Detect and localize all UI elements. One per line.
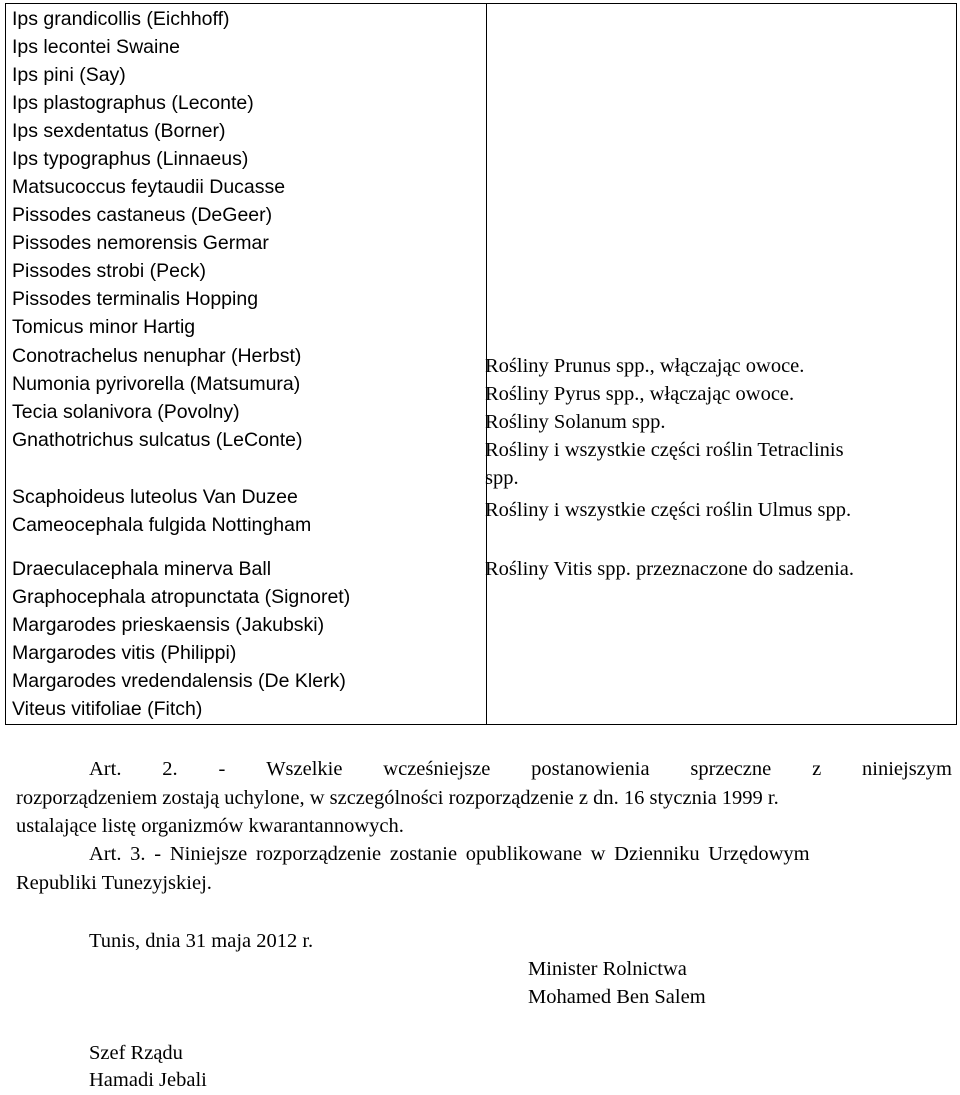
pm-name: Hamadi Jebali (89, 1069, 207, 1091)
species-name: Ips grandicollis (Eichhoff) (12, 8, 230, 30)
species-name: Margarodes vredendalensis (De Klerk) (12, 670, 346, 692)
article-2-first-line (89, 755, 952, 784)
art2-word: Wszelkie (266, 758, 343, 780)
species-name: Cameocephala fulgida Nottingham (12, 514, 312, 536)
art2-word: - (218, 758, 226, 780)
host-plant-text: Rośliny i wszystkie części roślin Tetraclinis (485, 439, 844, 461)
host-plant-text: Rośliny Prunus spp., włączając owoce. (485, 355, 805, 377)
species-name: Ips plastographus (Leconte) (12, 92, 254, 114)
species-name: Numonia pyrivorella (Matsumura) (12, 373, 301, 395)
species-name: Ips typographus (Linnaeus) (12, 148, 249, 170)
species-name: Conotrachelus nenuphar (Herbst) (12, 345, 302, 367)
species-name: Draeculacephala minerva Ball (12, 558, 272, 580)
species-name: Margarodes vitis (Philippi) (12, 642, 237, 664)
article-2 (16, 755, 952, 841)
host-plant-text: spp. (485, 467, 519, 489)
art2-word: wcześniejsze (383, 758, 491, 780)
art2-word: z (812, 758, 822, 780)
host-plant-text: Rośliny i wszystkie części roślin Ulmus spp. (485, 499, 852, 521)
species-name: Ips sexdentatus (Borner) (12, 120, 226, 142)
species-name: Viteus vitifoliae (Fitch) (12, 698, 203, 720)
species-name: Margarodes prieskaensis (Jakubski) (12, 614, 325, 636)
species-name: Ips lecontei Swaine (12, 36, 181, 58)
pm-title: Szef Rządu (89, 1042, 183, 1064)
species-name: Tecia solanivora (Povolny) (12, 401, 240, 423)
art2-word: 2. (162, 758, 178, 780)
host-plant-text: Rośliny Vitis spp. przeznaczone do sadzenia. (485, 558, 854, 580)
article-2-line: ustalające listę organizmów kwarantannowych. (16, 815, 404, 837)
species-name: Pissodes terminalis Hopping (12, 288, 259, 310)
species-name: Pissodes nemorensis Germar (12, 232, 269, 254)
species-name: Matsucoccus feytaudii Ducasse (12, 176, 286, 198)
species-name: Graphocephala atropunctata (Signoret) (12, 586, 351, 608)
host-plant-text: Rośliny Solanum spp. (485, 411, 666, 433)
species-name: Pissodes strobi (Peck) (12, 260, 206, 282)
art2-word: Art. (89, 758, 122, 780)
minister-title: Minister Rolnictwa (528, 958, 687, 980)
art2-word: niniejszym (862, 758, 952, 780)
article-2-line (16, 755, 952, 784)
species-name: Gnathotrichus sulcatus (LeConte) (12, 429, 303, 451)
article-3-line: Republiki Tunezyjskiej. (16, 871, 212, 894)
species-name: Tomicus minor Hartig (12, 316, 196, 338)
species-name: Pissodes castaneus (DeGeer) (12, 204, 273, 226)
species-name: Scaphoideus luteolus Van Duzee (12, 486, 298, 508)
art2-word: postanowienia (531, 758, 650, 780)
place-date: Tunis, dnia 31 maja 2012 r. (89, 930, 314, 952)
article-3-line: Art. 3. - Niniejsze rozporządzenie zostanie opublikowane w Dzienniku Urzędowym (89, 843, 810, 865)
minister-name: Mohamed Ben Salem (528, 986, 706, 1008)
article-2-line: rozporządzeniem zostają uchylone, w szczególności rozporządzenie z dn. 16 stycznia 1999 r. (16, 786, 779, 809)
art2-word: sprzeczne (690, 758, 772, 780)
species-name: Ips pini (Say) (12, 64, 126, 86)
host-plant-text: Rośliny Pyrus spp., włączając owoce. (485, 383, 795, 405)
article-3 (16, 840, 952, 897)
